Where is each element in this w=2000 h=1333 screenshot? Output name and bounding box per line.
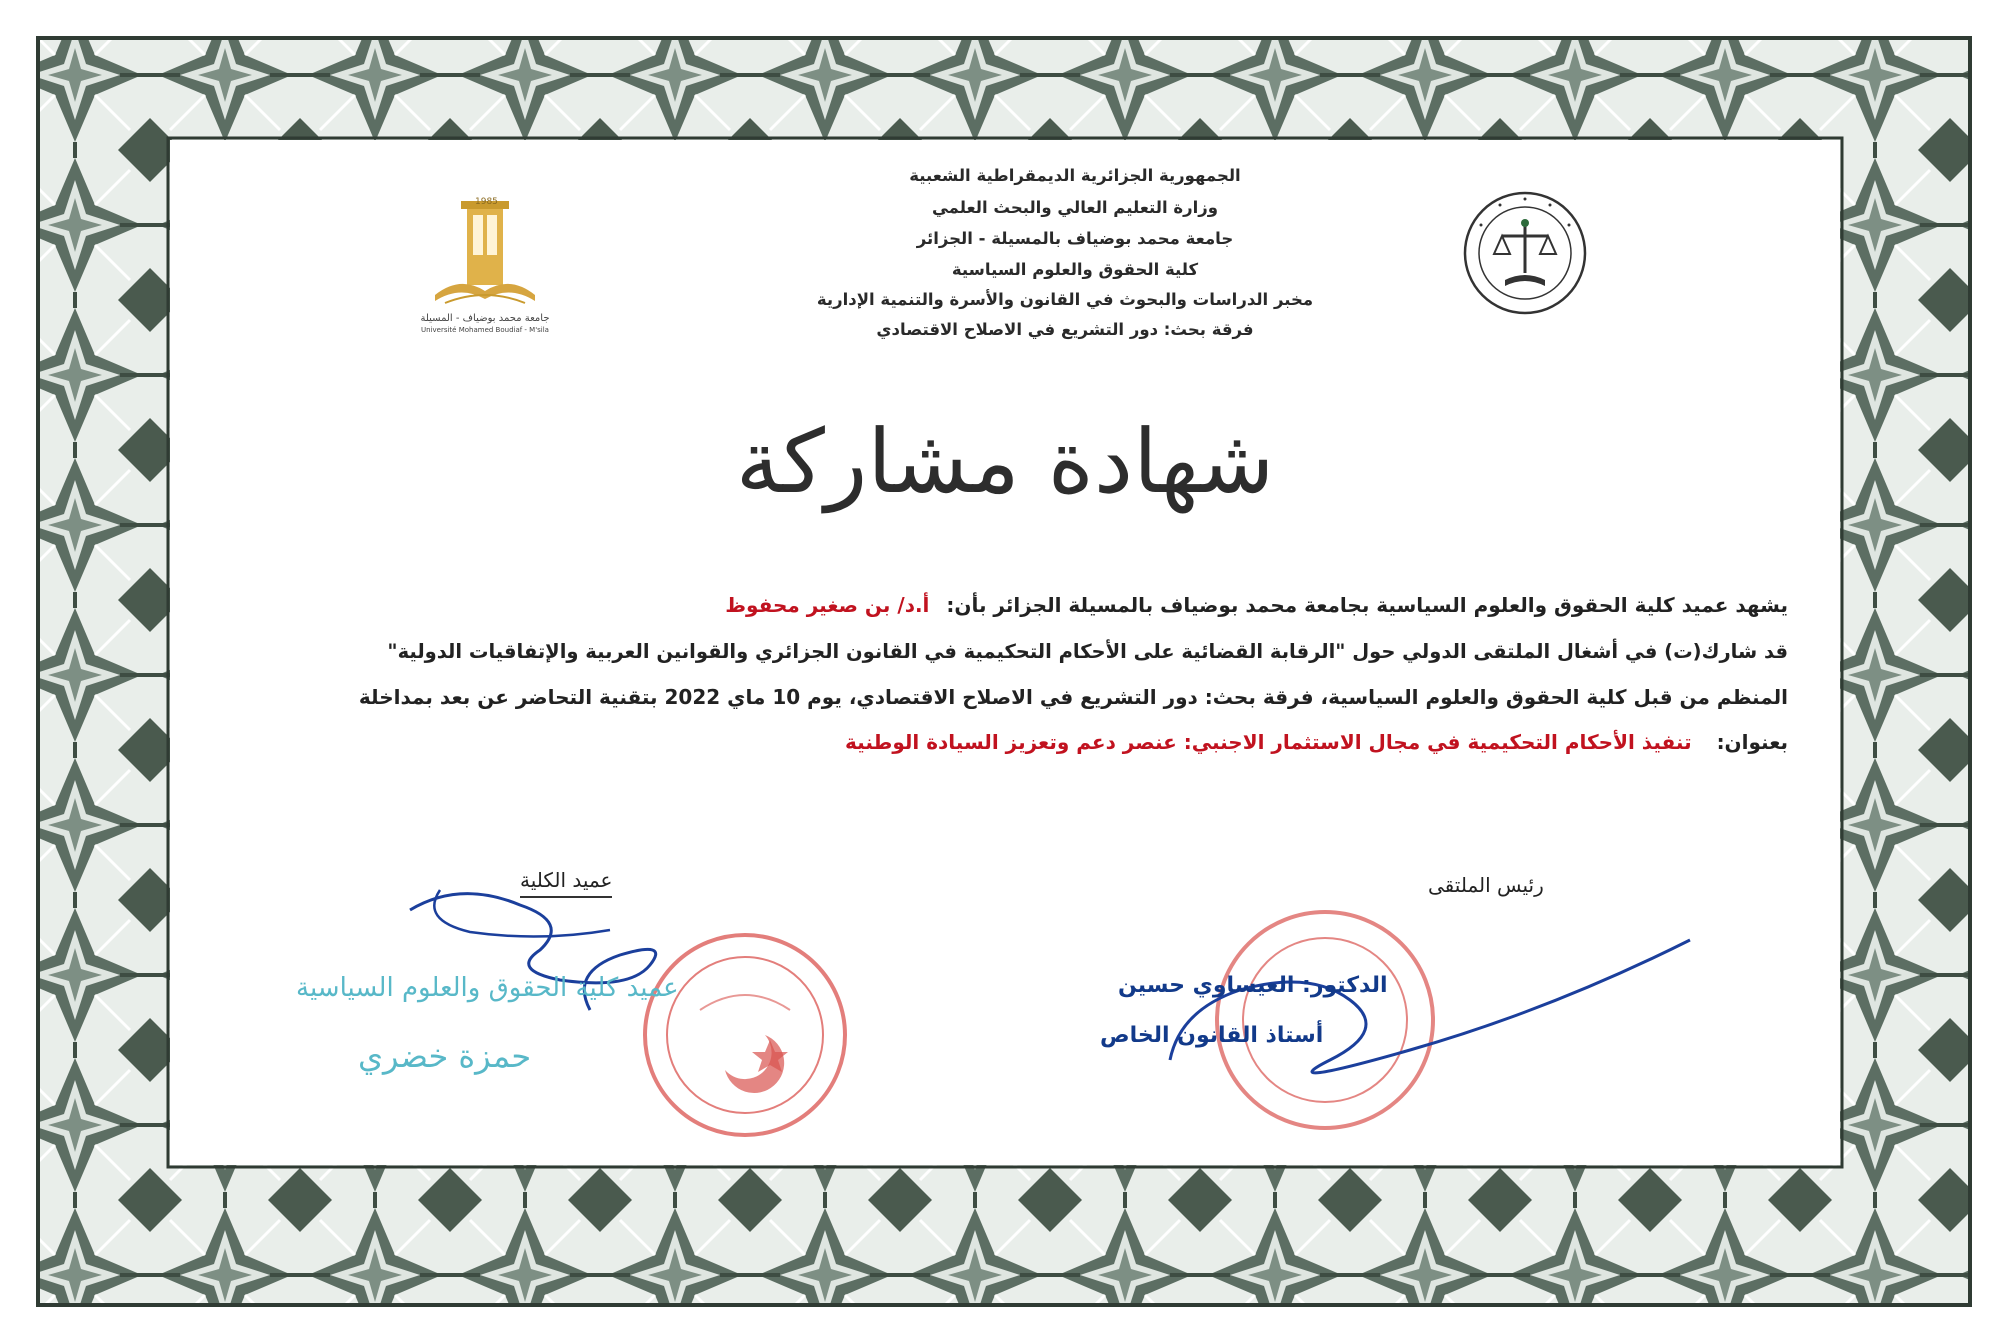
presentation-title: تنفيذ الأحكام التحكيمية في مجال الاستثمار الاجنبي: عنصر دعم وتعزيز السيادة الوطنية	[845, 730, 1692, 754]
chair-label: رئيس الملتقى	[1428, 873, 1544, 897]
body-line-3: المنظم من قبل كلية الحقوق والعلوم السياسية، فرقة بحث: دور التشريع في الاصلاح الاقتصادي، يوم 10 ماي 2022 بتقنية التحاضر عن بعد بمداخلة	[358, 685, 1788, 709]
body-line-2: قد شارك(ت) في أشغال الملتقى الدولي حول "الرقابة القضائية على الأحكام التحكيمية في القانون الجزائري والقوانين العربية والإتفاقيات الدولية"	[387, 640, 1788, 663]
dean-label: عميد الكلية	[520, 870, 612, 898]
body-line-1	[725, 595, 1788, 615]
chair-name: الدكتور: العيساوي حسين	[1118, 973, 1388, 998]
certificate-title: شهادة مشاركة	[735, 410, 1275, 513]
dean-stamp-name: حمزة خضري	[358, 1037, 532, 1075]
header-line-2: وزارة التعليم العالي والبحث العلمي	[931, 198, 1219, 217]
dean-official-stamp	[630, 920, 860, 1150]
certificate-page	[170, 140, 1840, 1165]
body-line-4	[845, 732, 1788, 752]
header-line-4: كلية الحقوق والعلوم السياسية	[951, 260, 1199, 279]
university-caption-en: Université Mohamed Boudiaf - M'sila	[421, 326, 549, 334]
subject-label: بعنوان:	[1716, 730, 1788, 754]
university-year: 1985	[475, 197, 498, 207]
header-line-1: الجمهورية الجزائرية الديمقراطية الشعبية	[909, 166, 1241, 185]
body-intro-text: يشهد عميد كلية الحقوق والعلوم السياسية بجامعة محمد بوضياف بالمسيلة الجزائر بأن:	[946, 593, 1788, 617]
chair-signature	[1150, 930, 1710, 1110]
chair-title: أستاذ القانون الخاص	[1100, 1023, 1324, 1048]
university-caption-ar: جامعة محمد بوضياف - المسيلة	[420, 313, 550, 324]
header-line-5: مخبر الدراسات والبحوث في القانون والأسرة والتنمية الإدارية	[816, 290, 1314, 309]
header-line-3: جامعة محمد بوضياف بالمسيلة - الجزائر	[916, 229, 1234, 248]
dean-stamp-title: عميد كلية الحقوق والعلوم السياسية	[296, 973, 679, 1003]
header-line-6: فرقة بحث: دور التشريع في الاصلاح الاقتصادي	[876, 320, 1254, 339]
participant-name: أ.د/ بن صغير محفوظ	[725, 593, 930, 617]
